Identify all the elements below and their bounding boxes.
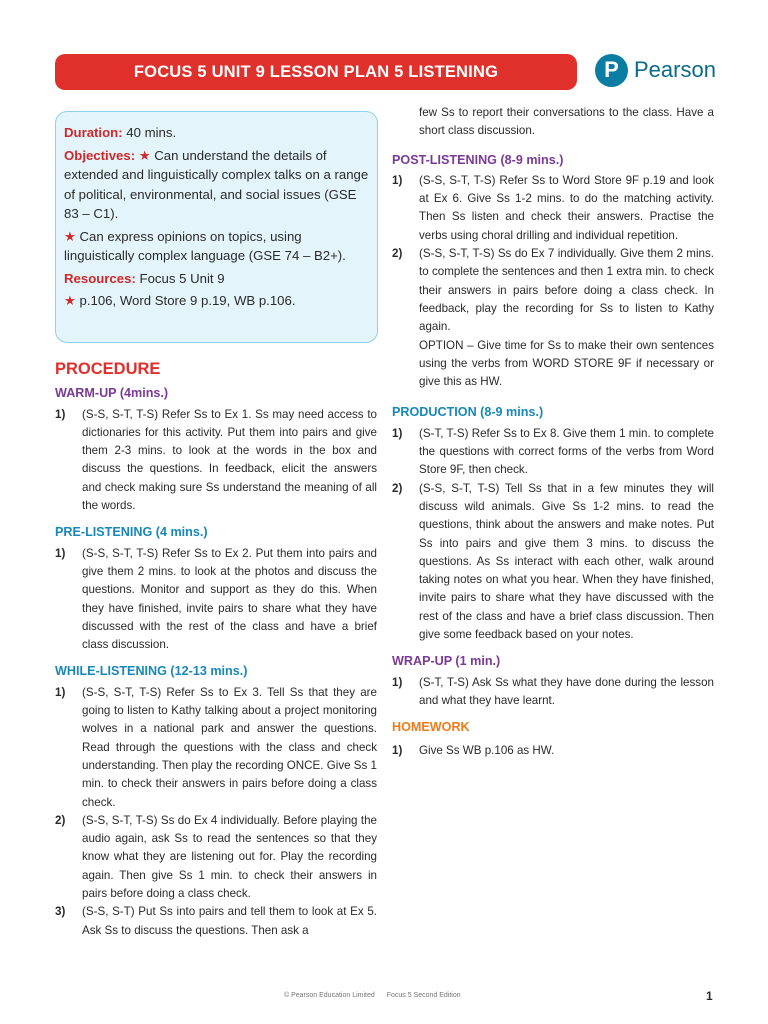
- item-number: 1): [55, 407, 66, 421]
- list-item: [392, 425, 714, 480]
- item-text: Give Ss WB p.106 as HW.: [419, 743, 555, 757]
- edition-text: Focus 5 Second Edition: [386, 992, 461, 999]
- item-number: 2): [392, 481, 403, 495]
- list-item: [392, 480, 714, 645]
- list-item: [55, 545, 377, 655]
- item-number: 2): [55, 813, 66, 827]
- right-column: [392, 104, 714, 760]
- continuation-text: few Ss to report their conversations to the class. Have a short class discussion.: [419, 106, 714, 138]
- homework-heading: HOMEWORK: [392, 720, 470, 735]
- procedure-heading: PROCEDURE: [55, 360, 161, 378]
- left-column: [55, 360, 377, 940]
- pearson-logo-text: Pearson: [634, 57, 716, 82]
- item-text: (S-S, S-T, T-S) Ss do Ex 4 individually. Before playing the audio again, ask Ss to read the sentences so that they know what they are listening out for. Play the recording again. Then give Ss 1 min. to check their answers in pairs before doing a class check.: [82, 813, 377, 901]
- prelistening-heading: PRE-LISTENING (4 mins.): [55, 525, 208, 540]
- item-number: 1): [392, 426, 403, 440]
- wrapup-heading: WRAP-UP (1 min.): [392, 654, 501, 669]
- objectives-label: Objectives:: [64, 147, 136, 163]
- item-number: 3): [55, 905, 66, 919]
- list-item: [55, 684, 377, 812]
- item-text: (S-S, S-T, T-S) Refer Ss to Ex 3. Tell Ss that they are going to listen to Kathy talking about a project monitoring wolves in a national park and answer the questions. Read through the questions with the class and check understanding. Then play the recording ONCE. Give Ss 1 min. to check their answers in pairs before doing a class check.: [82, 685, 377, 809]
- list-item: [55, 903, 377, 940]
- resources-value: Focus 5 Unit 9: [139, 270, 225, 286]
- item-text: (S-S, S-T, T-S) Refer Ss to Ex 1. Ss may need access to dictionaries for this activity. Put them into pairs and give them 2-3 mins. to look at the words in the box and discuss the questions. In feedback, elicit the answers and check making sure Ss understand the meaning of all the words.: [82, 407, 377, 513]
- list-item: [392, 172, 714, 245]
- whilelistening-heading: WHILE-LISTENING (12-13 mins.): [55, 664, 248, 679]
- item-text: (S-T, T-S) Refer Ss to Ex 8. Give them 1 min. to complete the questions with correct forms of the verbs from Word Store 9F, then check.: [419, 426, 714, 477]
- duration-value: 40 mins.: [126, 125, 177, 140]
- resources-pages-text: p.106, Word Store 9 p.19, WB p.106.: [79, 293, 296, 308]
- warmup-heading: WARM-UP (4mins.): [55, 386, 169, 401]
- duration: [64, 123, 369, 143]
- production-heading: PRODUCTION (8-9 mins.): [392, 405, 544, 420]
- item-number: 1): [392, 743, 403, 757]
- lesson-info-box: [55, 111, 378, 343]
- star-icon: ★: [64, 228, 76, 244]
- objective-1-text: Can understand the details of extended and linguistically complex talks on a range of political, environmental, and social issues (GSE 83 – C1).: [64, 147, 369, 221]
- star-icon: ★: [64, 293, 76, 308]
- item-number: 1): [392, 675, 403, 689]
- item-text: (S-S, S-T, T-S) Tell Ss that in a few minutes they will discuss wild animals. Give Ss 1-2 mins. to read the questions, think about the answers and make notes. Put Ss into pairs and give them 3 mins. to discuss the questions. As Ss interact with each other, walk around taking notes on what you hear. When they have finished, invite pairs to share what they have discussed with the rest of the class and have a brief class discussion. Then give some feedback based on your notes.: [419, 481, 714, 642]
- pearson-logo-icon: P: [595, 54, 628, 87]
- lesson-title-banner: [55, 54, 577, 90]
- item-text: (S-T, T-S) Ask Ss what they have done during the lesson and what they have learnt.: [419, 675, 714, 707]
- item-text: (S-S, S-T, T-S) Ss do Ex 7 individually. Give them 2 mins. to complete the sentences and then 1 extra min. to check their answers in pairs before doing a class check. In feedback, play the recording for Ss to listen to Kathy again.: [419, 247, 714, 334]
- objective-2-text: Can express opinions on topics, using linguistically complex language (GSE 74 – B2+).: [64, 228, 346, 263]
- list-item: [392, 674, 714, 711]
- copyright-text: © Pearson Education Limited: [284, 992, 375, 999]
- objective-1: [64, 146, 369, 224]
- list-item: [392, 742, 714, 760]
- pearson-logo: [595, 53, 716, 87]
- list-item: [392, 245, 714, 336]
- item-number: 1): [392, 173, 403, 187]
- item-number: 1): [55, 685, 66, 699]
- resources-label: Resources:: [64, 270, 136, 286]
- item-text: (S-S, S-T, T-S) Refer Ss to Word Store 9F p.19 and look at Ex 6. Give Ss 1-2 mins. to do the matching activity. Then Ss listen and check their answers. Practise the verbs using choral drilling and individual repetition.: [419, 173, 714, 242]
- page-footer: [284, 992, 471, 999]
- resources: [64, 269, 369, 289]
- option-note: OPTION – Give time for Ss to make their own sentences using the verbs from WORD STORE 9F if necessary or give this as HW.: [419, 338, 714, 389]
- postlistening-heading: POST-LISTENING (8-9 mins.): [392, 152, 564, 167]
- objective-2: [64, 227, 369, 266]
- lesson-title: FOCUS 5 UNIT 9 LESSON PLAN 5 LISTENING: [133, 62, 499, 81]
- list-item: [55, 406, 377, 516]
- item-number: 1): [55, 546, 66, 560]
- item-text: (S-S, S-T) Put Ss into pairs and tell them to look at Ex 5. Ask Ss to discuss the questions. Then ask a: [82, 905, 377, 937]
- item-number: 2): [392, 247, 403, 261]
- item-text: (S-S, S-T, T-S) Refer Ss to Ex 2. Put them into pairs and give them 2 mins. to look at the photos and discuss the questions. Monitor and support as they do this. When they have finished, invite pairs to share what they have discussed with the rest of the class and have a brief class discussion.: [82, 546, 377, 652]
- star-icon: ★: [138, 147, 151, 163]
- resources-pages: [64, 291, 369, 311]
- list-item: [55, 812, 377, 903]
- duration-label: Duration:: [64, 125, 123, 140]
- page-number: 1: [706, 989, 713, 1003]
